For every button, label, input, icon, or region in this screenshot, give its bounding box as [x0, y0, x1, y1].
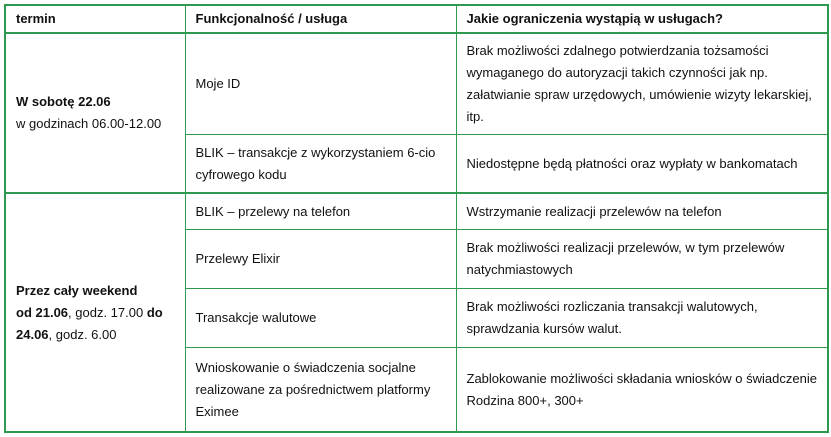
header-term: termin [5, 5, 185, 33]
limit-cell: Niedostępne będą płatności oraz wypłaty w bankomatach [456, 134, 828, 193]
service-cell: Moje ID [185, 33, 456, 134]
limit-cell: Brak możliwości realizacji przelewów, w tym przelewów natychmiastowych [456, 229, 828, 288]
header-limits: Jakie ograniczenia wystąpią w usługach? [456, 5, 828, 33]
term-hours: w godzinach 06.00-12.00 [16, 116, 162, 132]
table-row [5, 193, 828, 229]
service-cell: Wnioskowanie o świadczenia socjalne realizowane za pośrednictwem platformy Eximee [185, 348, 456, 432]
term-to-date: 24.06 [16, 326, 49, 342]
limit-cell: Brak możliwości zdalnego potwierdzania tożsamości wymaganego do autoryzacji takich czynności jak np. załatwianie spraw urzędowych, umówienie wizyty lekarskiej, itp. [456, 33, 828, 134]
service-cell: BLIK – transakcje z wykorzystaniem 6-cio cyfrowego kodu [185, 134, 456, 193]
limit-cell: Wstrzymanie realizacji przelewów na telefon [456, 193, 828, 229]
term-to-word: do [146, 304, 163, 320]
limit-cell: Zablokowanie możliwości składania wniosków o świadczenie Rodzina 800+, 300+ [456, 348, 828, 432]
table-header-row [5, 5, 828, 33]
term-from: od 21.06 [16, 304, 69, 320]
service-cell: Przelewy Elixir [185, 229, 456, 288]
service-cell: BLIK – przelewy na telefon [185, 193, 456, 229]
term-weekend-title: Przez cały weekend [16, 282, 138, 298]
term-date: W sobotę 22.06 [16, 94, 111, 110]
term-to-time: , godz. 6.00 [48, 326, 117, 342]
term-cell-saturday [5, 33, 185, 193]
limit-cell: Brak możliwości rozliczania transakcji walutowych, sprawdzania kursów walut. [456, 288, 828, 347]
outage-table-container [4, 4, 827, 433]
term-cell-weekend [5, 193, 185, 432]
header-service: Funkcjonalność / usługa [185, 5, 456, 33]
term-from-time: , godz. 17.00 [68, 304, 147, 320]
service-cell: Transakcje walutowe [185, 288, 456, 347]
outage-table [4, 4, 829, 433]
table-row [5, 33, 828, 134]
